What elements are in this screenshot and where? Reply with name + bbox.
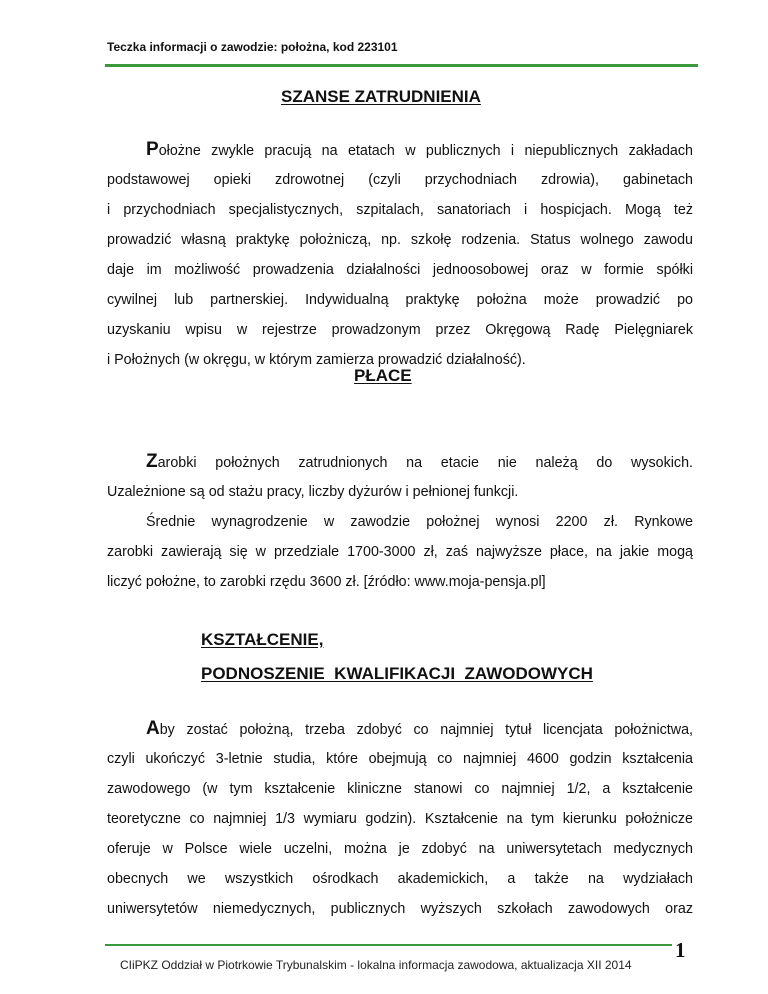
paragraph-line: Położne zwykle pracują na etatach w publicznych i niepublicznych zakładach <box>146 139 693 160</box>
paragraph-line: obecnych we wszystkich ośrodkach akademickich, a także na wydziałach <box>107 871 693 887</box>
paragraph-line: uzyskaniu wpisu w rejestrze prowadzonym przez Okręgową Radę Pielęgniarek <box>107 322 693 338</box>
document-header-title: Teczka informacji o zawodzie: położna, kod 223101 <box>107 40 398 54</box>
drop-letter: Z <box>146 451 158 472</box>
employment-paragraph <box>107 135 693 375</box>
paragraph-line: Średnie wynagrodzenie w zawodzie położnej wynosi 2200 zł. Rynkowe <box>146 514 693 530</box>
paragraph-line: Zarobki położnych zatrudnionych na etacie nie należą do wysokich. <box>146 451 693 472</box>
paragraph-line: zawodowego (w tym kształcenie kliniczne stanowi co najmniej 1/2, a kształcenie <box>107 781 693 797</box>
paragraph-line: Uzależnione są od stażu pracy, liczby dyżurów i pełnionej funkcji. <box>107 484 519 500</box>
paragraph-line: i przychodniach specjalistycznych, szpitalach, sanatoriach i hospicjach. Mogą też <box>107 202 693 218</box>
paragraph-line: oferuje w Polsce wiele uczelni, można je zdobyć na uniwersytetach medycznych <box>107 841 693 857</box>
paragraph-line: Aby zostać położną, trzeba zdobyć co najmniej tytuł licencjata położnictwa, <box>146 718 693 739</box>
drop-letter: P <box>146 139 159 160</box>
paragraph-line: teoretyczne co najmniej 1/3 wymiaru godzin). Kształcenie na tym kierunku położnicze <box>107 811 693 827</box>
salary-paragraph <box>107 447 693 597</box>
section-title-education-line2: PODNOSZENIE KWALIFIKACJI ZAWODOWYCH <box>201 664 593 683</box>
section-title-salary: PŁACE <box>354 366 412 385</box>
footer-divider <box>105 944 672 946</box>
education-paragraph <box>107 714 693 924</box>
paragraph-line: prowadzić własną praktykę położniczą, np. szkołę rodzenia. Status wolnego zawodu <box>107 232 693 248</box>
page-number: 1 <box>675 938 686 962</box>
drop-letter: A <box>146 718 160 739</box>
paragraph-line: i Położnych (w okręgu, w którym zamierza prowadzić działalność). <box>107 352 526 368</box>
section-title-employment: SZANSE ZATRUDNIENIA <box>281 87 481 106</box>
section-title-education-line1: KSZTAŁCENIE, <box>201 630 324 649</box>
paragraph-line: liczyć położne, to zarobki rzędu 3600 zł. [źródło: www.moja-pensja.pl] <box>107 574 546 590</box>
paragraph-line: uniwersytetów niemedycznych, publicznych wyższych szkołach zawodowych oraz <box>107 901 693 917</box>
paragraph-line: zarobki zawierają się w przedziale 1700-3000 zł, zaś najwyższe płace, na jakie mogą <box>107 544 693 560</box>
paragraph-line: daje im możliwość prowadzenia działalności jednoosobowej oraz w formie spółki <box>107 262 693 278</box>
paragraph-line: czyli ukończyć 3-letnie studia, które obejmują co najmniej 4600 godzin kształcenia <box>107 751 693 767</box>
paragraph-line: cywilnej lub partnerskiej. Indywidualną praktykę położna może prowadzić po <box>107 292 693 308</box>
footer-text: CIiPKZ Oddział w Piotrkowie Trybunalskim - lokalna informacja zawodowa, aktualizacja XII 2014 <box>120 958 632 972</box>
header-divider <box>105 64 698 67</box>
paragraph-line: podstawowej opieki zdrowotnej (czyli przychodniach zdrowia), gabinetach <box>107 172 693 188</box>
